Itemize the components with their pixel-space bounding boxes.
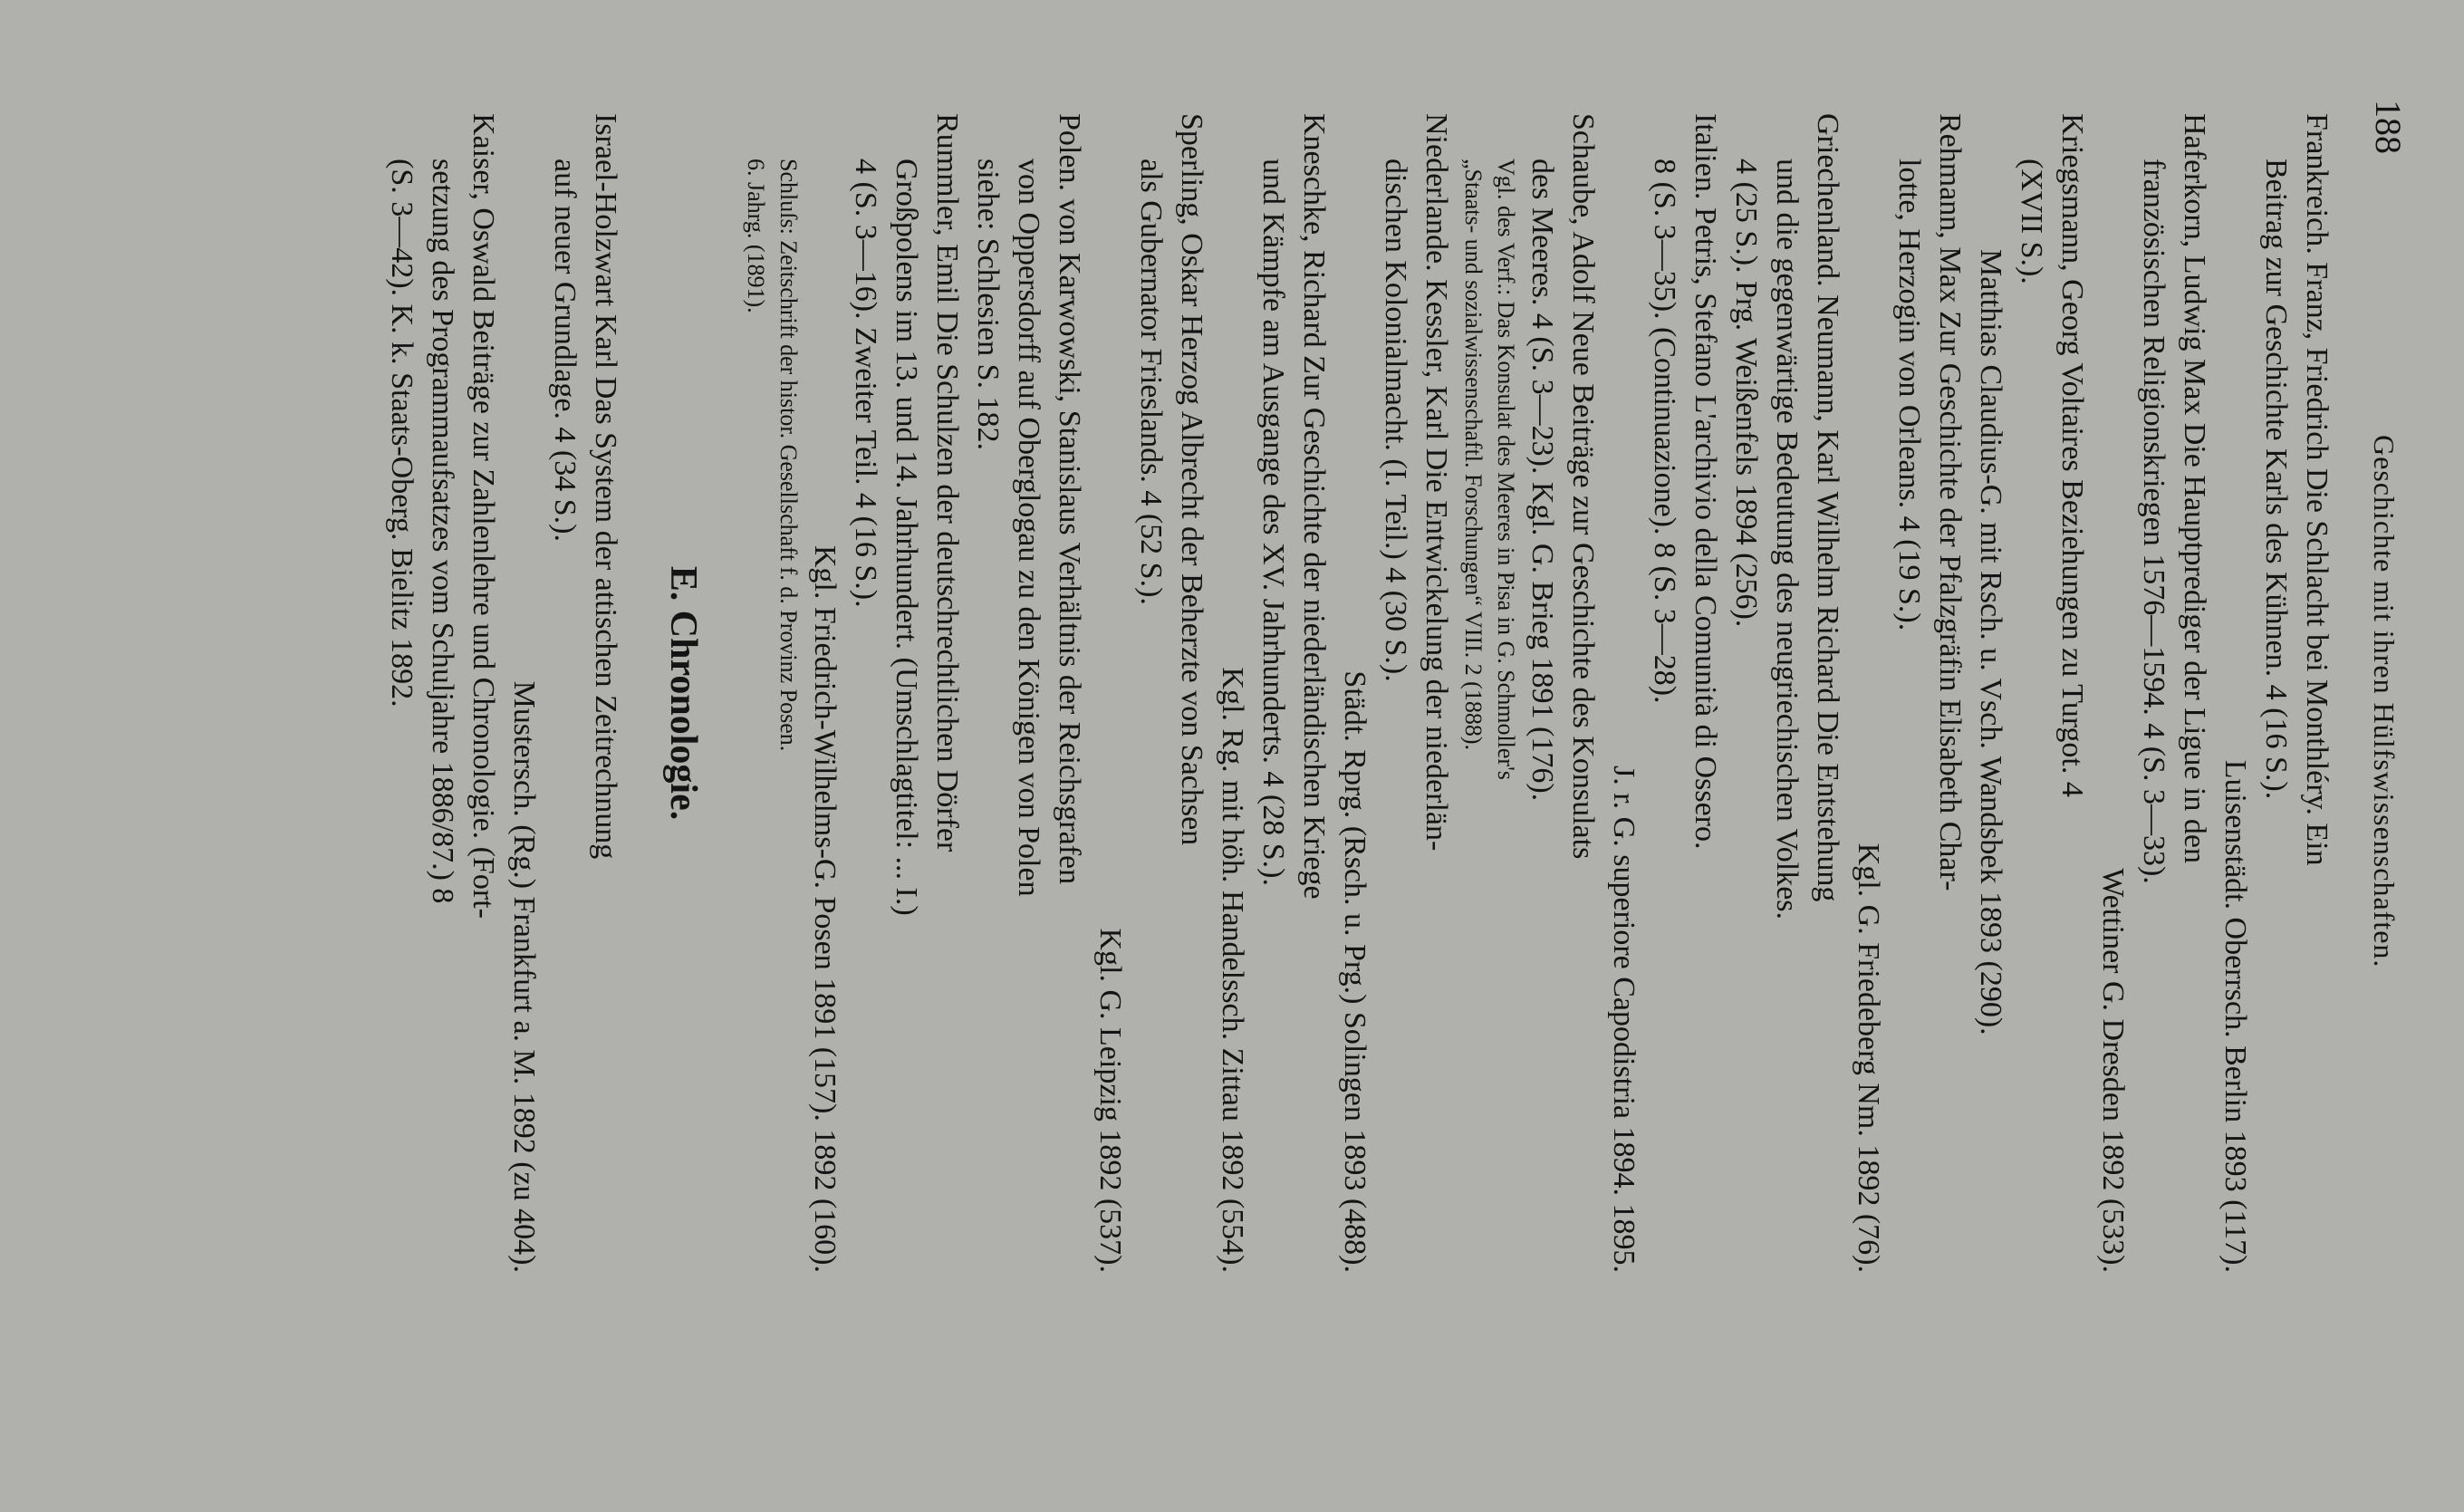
text-line: Luisenstädt. Oberrsch. Berlin 1893 (117). — [2219, 759, 2252, 1273]
text-line: französischen Religionskriegen 1576—1594. 4 (S. 3—33). — [2137, 159, 2170, 884]
text-line: Kgl. Rg. mit höh. Handelssch. Zittau 1892 (554). — [1216, 667, 1249, 1273]
page-number: 188 — [2368, 100, 2409, 154]
text-line: 6. Jahrg. (1891). — [743, 159, 769, 313]
text-line: Kaiser, Oswald Beiträge zur Zahlenlehre und Chronologie. (Fort- — [467, 113, 500, 919]
text-line: Rehmann, Max Zur Geschichte der Pfalzgräfin Elisabeth Char- — [1933, 113, 1967, 891]
text-line: Italien. Petris, Stefano L'archivio della Comunità di Ossero. — [1689, 113, 1722, 850]
text-line: als Gubernator Frieslands. 4 (52 S.). — [1134, 159, 1168, 605]
text-line: lotte, Herzogin von Orleans. 4 (19 S.). — [1892, 159, 1926, 631]
text-line: Kgl. G. Leipzig 1892 (537). — [1093, 928, 1127, 1273]
section-title: E. Chronologie. — [662, 565, 704, 821]
chronologie-block — [381, 113, 626, 1273]
text-line: Großpolens im 13. und 14. Jahrhundert. (Umschlagtitel: ... I.) — [890, 159, 923, 916]
text-line: (XVII S.). — [2015, 159, 2048, 284]
text-line: 4 (25 S.). Prg. Weißenfels 1894 (256). — [1729, 159, 1763, 628]
page-header — [2355, 100, 2410, 1368]
text-line: 4 (S. 3—16). Zweiter Teil. 4 (16 S.). — [849, 159, 882, 608]
text-line: dischen Kolonialmacht. (I. Teil.) 4 (30 S.). — [1379, 159, 1412, 682]
text-line: Städt. Rprg. (Rsch. u. Prg.) Solingen 1893 (488). — [1338, 670, 1372, 1273]
text-line: auf neuer Grundlage. 4 (34 S.). — [548, 159, 582, 542]
text-line: setzung des Programmaufsatzes vom Schuljahre 1886/87.) 8 — [426, 159, 459, 904]
text-line: Vgl. des Verf.: Das Konsulat des Meeres in Pisa in G. Schmoller's — [1493, 159, 1519, 780]
page-body — [381, 113, 2337, 1273]
text-line: (S. 3—42). K. k. Staats-Oberg. Bielitz 1892. — [385, 159, 419, 708]
running-head: Geschichte mit ihren Hülfswissenschaften. — [2368, 435, 2401, 968]
text-line: Kneschke, Richard Zur Geschichte der niederländischen Kriege — [1297, 113, 1331, 900]
text-line: Mustersch. (Rg.) Frankfurt a. M. 1892 (zu 404). — [507, 680, 541, 1273]
text-line: Schaube, Adolf Neue Beiträge zur Geschichte des Konsulats — [1566, 113, 1600, 860]
text-line: des Meeres. 4 (S. 3—23). Kgl. G. Brieg 1891 (176). — [1526, 159, 1559, 802]
text-line: Matthias Claudius-G. mit Rsch. u. Vsch. Wandsbek 1893 (290). — [1974, 249, 2007, 1035]
text-line: Frankreich. Franz, Friedrich Die Schlacht bei Monthléry. Ein — [2300, 113, 2334, 866]
text-line: Polen. von Karwowski, Stanislaus Verhältnis der Reichsgrafen — [1053, 113, 1086, 885]
text-line: Beitrag zur Geschichte Karls des Kühnen. 4 (16 S.). — [2259, 159, 2293, 800]
text-line: Haferkorn, Ludwig Max Die Hauptprediger der Ligue in den — [2178, 113, 2211, 864]
text-line: J. r. G. superiore Capodistria 1894. 1895. — [1607, 766, 1641, 1273]
text-line: Griechenland. Neumann, Karl Wilhelm Richard Die Entstehung — [1811, 113, 1844, 902]
text-line: Wettiner G. Dresden 1892 (533). — [2096, 868, 2130, 1273]
text-line: Kgl. Friedrich-Wilhelms-G. Posen 1891 (157). 1892 (160). — [808, 544, 842, 1273]
text-line: Sperling, Oskar Herzog Albrecht der Beherzte von Sachsen — [1175, 113, 1208, 846]
text-line: Kgl. G. Friedeberg Nm. 1892 (76). — [1852, 843, 1885, 1273]
text-line: Schluſs: Zeitschrift der histor. Gesellschaft f. d. Provinz Posen. — [775, 159, 802, 752]
text-line: und die gegenwärtige Bedeutung des neugriechischen Volkes. — [1770, 159, 1804, 920]
text-line: Rummler, Emil Die Schulzen der deutschrechtlichen Dörfer — [930, 113, 964, 852]
text-line: Israel-Holzwart Karl Das System der attischen Zeitrechnung — [589, 113, 622, 860]
bibliography-block — [739, 113, 2337, 1273]
text-line: von Oppersdorff auf Oberglogau zu den Königen von Polen — [1012, 159, 1045, 897]
text-line: „Staats- und sozialwissenschaftl. Forschungen“ VIII. 2 (1888). — [1460, 159, 1487, 750]
text-line: siehe: Schlesien S. 182. — [971, 159, 1005, 451]
text-line: und Kämpfe am Ausgange des XV. Jahrhunderts. 4 (28 S.). — [1256, 159, 1290, 886]
text-line: Niederlande. Kessler, Karl Die Entwickelung der niederlän- — [1420, 113, 1453, 852]
text-line: 8 (S. 3—35). (Continuazione). 8 (S. 3—28). — [1648, 159, 1681, 704]
text-line: Kriegsmann, Georg Voltaires Beziehungen zu Turgot. 4 — [2055, 113, 2089, 797]
